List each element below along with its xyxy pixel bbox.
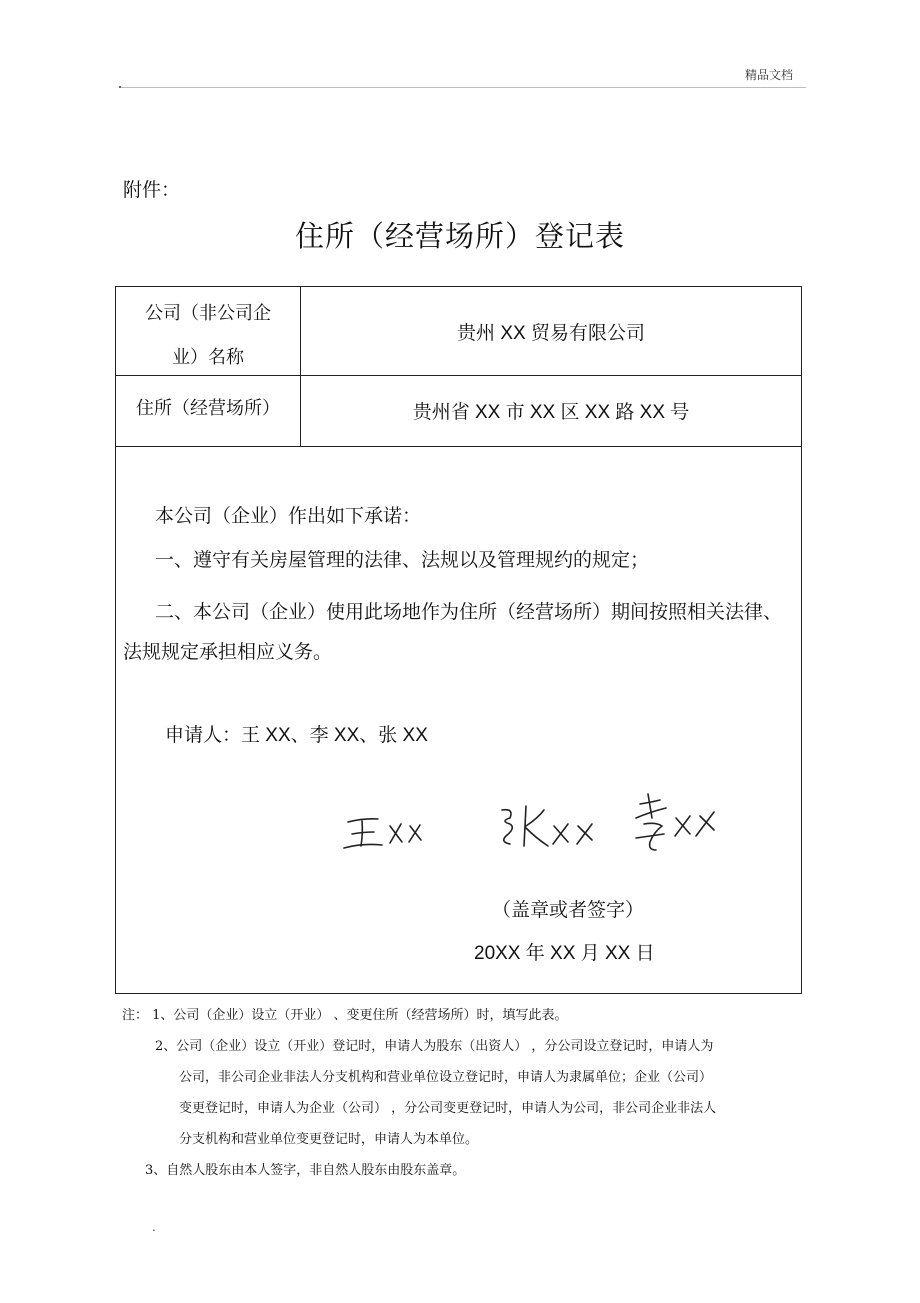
page-title: 住所（经营场所）登记表 (294, 219, 625, 253)
attachment-label: 附件： (123, 179, 181, 201)
note-3: 3、自然人股东由本人签字，非自然人股东由股东盖章。 (145, 1163, 466, 1178)
company-name-label-line2: 业）名称 (172, 347, 244, 368)
footer-mark: . (152, 1220, 156, 1234)
note-2-line-2: 公司，非公司企业非法人分支机构和营业单位设立登记时，申请人为隶属单位；企业（公司） (179, 1070, 713, 1085)
seal-note: （盖章或者签字） (492, 899, 645, 921)
header-dot (119, 86, 121, 88)
header-label: 精品文档 (745, 68, 794, 82)
applicant-line: 申请人：王 XX、李 XX、张 XX (165, 725, 428, 746)
note-2: 2、公司（企业）设立（开业）登记时，申请人为股东（出资人） ，分公司设立登记时，申请人为 (155, 1039, 714, 1054)
address-value: 贵州省 XX 市 XX 区 XX 路 XX 号 (412, 402, 690, 423)
company-name-value: 贵州 XX 贸易有限公司 (457, 323, 645, 344)
handwritten-signatures (330, 788, 750, 868)
note-1: 注： 1、公司（企业）设立（开业） 、变更住所（经营场所）时，填写此表。 (122, 1008, 568, 1023)
commitment-intro: 本公司（企业）作出如下承诺： (155, 505, 422, 527)
company-name-label-line1: 公司（非公司企 (145, 303, 271, 324)
commitment-item-1: 一、遵守有关房屋管理的法律、法规以及管理规约的规定； (155, 549, 650, 571)
note-2-line-3: 变更登记时，申请人为企业（公司） ，分公司变更登记时，申请人为公司，非公司企业非法人 (179, 1101, 717, 1116)
address-label: 住所（经营场所） (136, 398, 280, 419)
table-row-divider-2 (115, 446, 802, 447)
commitment-item-2: 二、本公司（企业）使用此场地作为住所（经营场所）期间按照相关法律、法规规定承担相应义务。 (123, 601, 783, 663)
date-line: 20XX 年 XX 月 XX 日 (474, 943, 655, 964)
company-name-label (116, 292, 300, 380)
note-2-line-4: 分支机构和营业单位变更登记时，申请人为本单位。 (179, 1132, 479, 1147)
header-rule (120, 87, 806, 88)
